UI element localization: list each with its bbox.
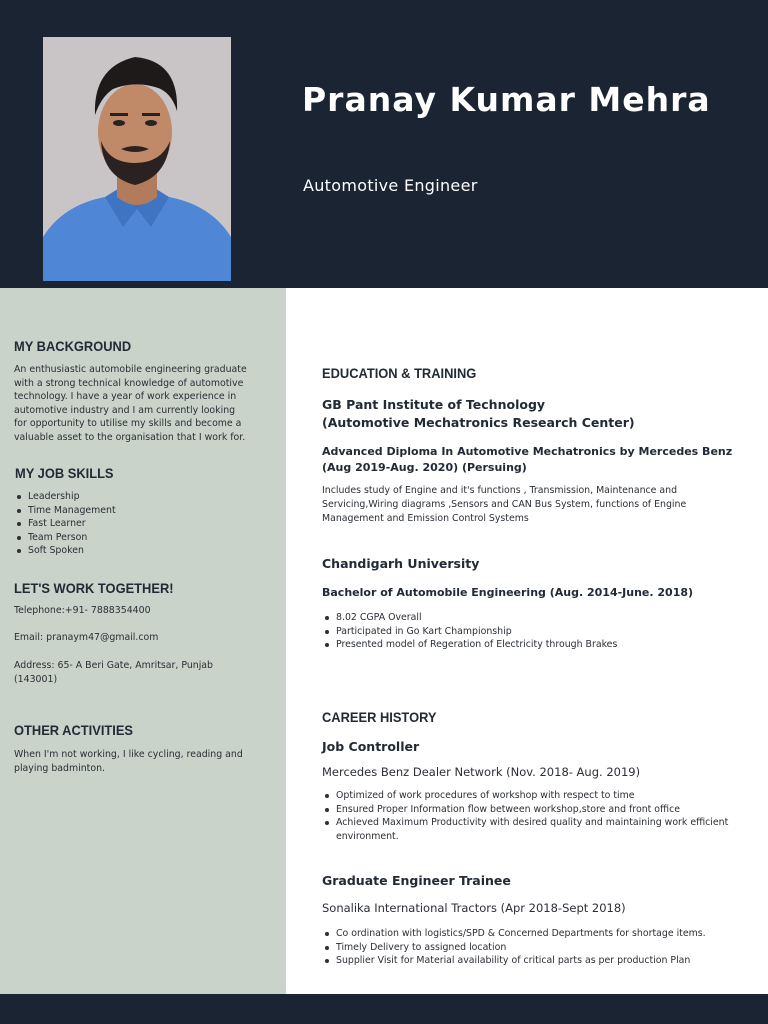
institution-subname: (Automotive Mechatronics Research Center) [322,415,635,430]
telephone-text: Telephone:+91- 7888354400 [14,605,151,616]
job-position: Graduate Engineer Trainee [322,873,511,888]
job-title: Automotive Engineer [303,176,478,195]
institution-name: Chandigarh University [322,556,480,571]
degree-description: Includes study of Engine and it's functions , Transmission, Maintenance and Servicing,Wiring diagrams ,Sensors and CAN Bus System, functions of Engine Management and Emission Control Systems [322,485,687,524]
degree-dates: (Aug 2019-Aug. 2020) (Persuing) [322,461,527,474]
list-item: Presented model of Regeration of Electricity through Brakes [322,638,742,652]
list-item: Fast Learner [14,517,250,531]
degree-title: Advanced Diploma In Automotive Mechatronics by Mercedes Benz [322,445,733,458]
address-text: Address: 65- A Beri Gate, Amritsar, Punjab (143001) [14,660,214,685]
list-item: Co ordination with logistics/SPD & Concerned Departments for shortage items. [322,927,742,941]
email-link[interactable]: Email: pranaym47@gmail.com [14,632,159,643]
background-text: An enthusiastic automobile engineering graduate with a strong technical knowledge of automotive technology. I have a year of work experience in automotive industry and I am currently looking for opportunity to utilise my skills and become a valuable asset to the organisation that I work for. [14,364,247,443]
background-heading: MY BACKGROUND [14,338,132,354]
header-banner [0,0,768,288]
list-item: 8.02 CGPA Overall [322,611,742,625]
list-item: Time Management [14,504,250,518]
activities-text: When I'm not working, I like cycling, reading and playing badminton. [14,749,243,774]
activities-heading: OTHER ACTIVITIES [14,722,134,738]
list-item: Team Person [14,531,250,545]
list-item: Ensured Proper Information flow between workshop,store and front office [322,803,742,817]
list-item: Achieved Maximum Productivity with desired quality and maintaining work efficient environment. [322,816,742,843]
list-item: Timely Delivery to assigned location [322,941,742,955]
list-item: Participated in Go Kart Championship [322,625,742,639]
list-item: Leadership [14,490,250,504]
footer-bar [0,994,768,1024]
list-item: Supplier Visit for Material availability of critical parts as per production Plan [322,954,742,968]
education-bullets [322,611,742,652]
job-bullets [322,789,742,843]
institution-name: GB Pant Institute of Technology [322,397,546,412]
contact-heading: LET'S WORK TOGETHER! [14,580,174,596]
profile-photo [43,37,231,281]
list-item: Soft Spoken [14,544,250,558]
job-organization: Mercedes Benz Dealer Network (Nov. 2018- Aug. 2019) [322,765,641,779]
candidate-name: Pranay Kumar Mehra [302,80,711,119]
career-heading: CAREER HISTORY [322,709,437,725]
skills-heading: MY JOB SKILLS [15,465,114,481]
job-organization: Sonalika International Tractors (Apr 2018-Sept 2018) [322,901,626,915]
person-portrait-icon [43,37,231,281]
education-heading: EDUCATION & TRAINING [322,365,477,381]
job-bullets [322,927,742,968]
list-item: Optimized of work procedures of workshop with respect to time [322,789,742,803]
skills-list [14,490,250,558]
degree-title: Bachelor of Automobile Engineering (Aug. 2014-June. 2018) [322,586,694,599]
job-position: Job Controller [322,739,420,754]
